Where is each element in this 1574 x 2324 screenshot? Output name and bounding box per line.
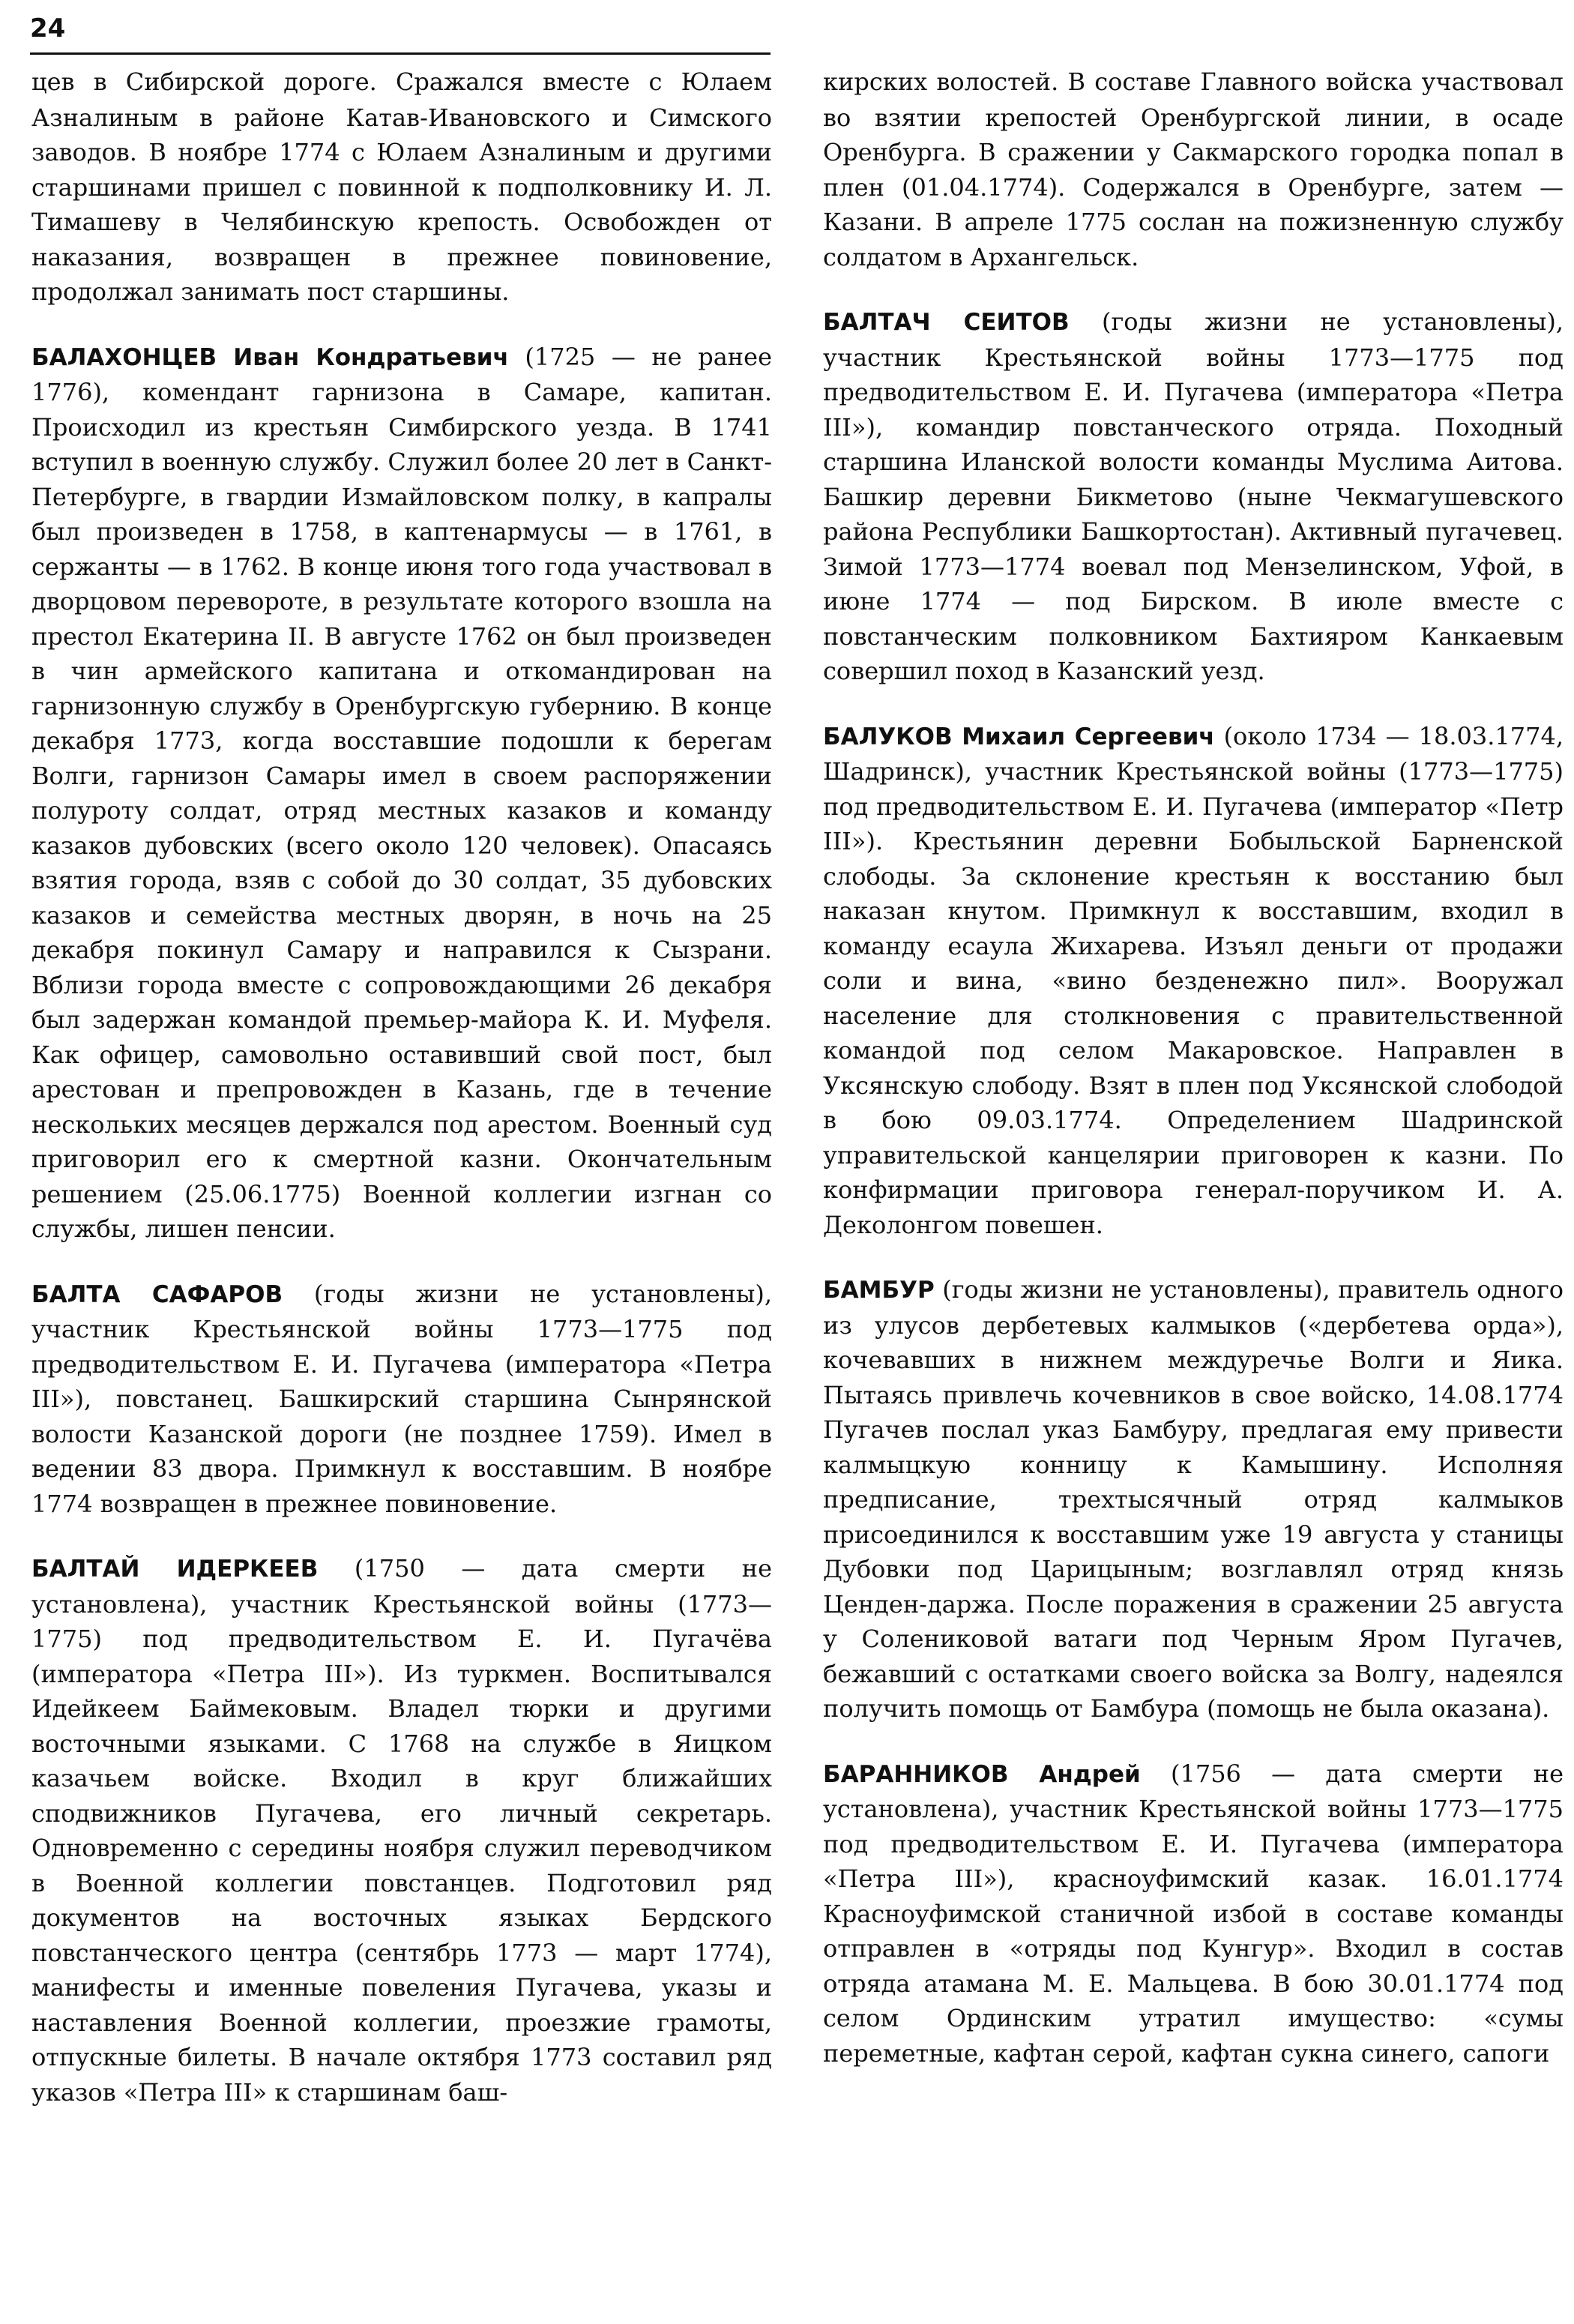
page-number: 24 bbox=[30, 13, 66, 43]
entry-baltai-iderkeev bbox=[31, 1551, 772, 2110]
entry-headword: БАЛТАЧ СЕИТОВ bbox=[823, 309, 1070, 336]
page-header bbox=[30, 10, 771, 55]
entry-text: (годы жизни не установлены), правитель одного из улусов дербетевых калмыков («дербетева орда»), кочевавших в нижнем междуречье Волги и Яика. Пытаясь привлечь кочевников в свое войско, 14.08.1774 Пугачев послал указ Бамбуру, предлагая ему привести калмыцкую конницу к Камышину. Исполняя предписание, трехтысячный отряд калмыков присоединился к восставшим уже 19 августа у станицы Дубовки под Царицыным; возглавлял отряд князь Ценден-даржа. После поражения в сражении 25 августа у Солениковой ватаги под Черным Яром Пугачев, бежавший с остатками своего войска за Волгу, надеялся получить помощь от Бамбура (помощь не была оказана). bbox=[823, 1275, 1564, 1723]
entry-barannikov bbox=[823, 1756, 1564, 2071]
entry-paragraph bbox=[823, 1272, 1564, 1727]
entry-baltach-seitov bbox=[823, 304, 1564, 689]
entry-balakhontsev bbox=[31, 340, 772, 1247]
entry-text: (годы жизни не установлены), участник Крестьянской войны 1773—1775 под предводительством Е. И. Пугачева (императора «Петра III»), повстанец. Башкирский старшина Сынрянской волости Казанской дороги (не позднее 1759). Имел в ведении 83 двора. Примкнул к восставшим. В ноябре 1774 возвращен в прежнее повиновение. bbox=[31, 1279, 772, 1518]
entry-headword: БАМБУР bbox=[823, 1277, 935, 1304]
entry-bambur bbox=[823, 1272, 1564, 1727]
entry-text: (около 1734 — 18.03.1774, Шадринск), участник Крестьянской войны (1773—1775) под предводительством Е. И. Пугачева (император «Петр III»). Крестьянин деревни Бобыльской Барненской слободы. За склонение крестьян к восстанию был наказан кнутом. Примкнул к восставшим, входил в команду есаула Жихарева. Изъял деньги от продажи соли и вина, «вино безденежно пил». Вооружал население для столкновения с правительственной командой под селом Макаровское. Направлен в Уксянскую слободу. Взят в плен под Уксянской слободой в бою 09.03.1774. Определением Шадринской управительской канцелярии приговорен к казни. По конфирмации приговора генерал-поручиком И. А. Деколонгом повешен. bbox=[823, 721, 1564, 1239]
entry-paragraph bbox=[823, 719, 1564, 1243]
entry-continuation bbox=[823, 64, 1564, 274]
entry-balukov bbox=[823, 719, 1564, 1243]
entry-continuation bbox=[31, 64, 772, 310]
left-column bbox=[31, 64, 772, 2306]
entry-paragraph bbox=[823, 304, 1564, 689]
entry-headword: БАРАННИКОВ Андрей bbox=[823, 1760, 1141, 1788]
entry-paragraph bbox=[823, 64, 1564, 274]
entry-headword: БАЛАХОНЦЕВ Иван Кондратьевич bbox=[31, 343, 509, 371]
entry-text: цев в Сибирской дороге. Сражался вместе с Юлаем Азналиным в районе Катав-Ивановского и Симского заводов. В ноябре 1774 с Юлаем Азналиным и другими старшинами пришел с повинной к подполковнику И. Л. Тимашеву в Челябинскую крепость. Освобожден от наказания, возвращен в прежнее повиновение, продолжал занимать пост старшины. bbox=[31, 67, 772, 306]
entry-paragraph bbox=[31, 64, 772, 310]
entry-text: (1750 — дата смерти не установлена), участник Крестьянской войны (1773—1775) под предводительством Е. И. Пугачёва (императора «Петра III»). Из туркмен. Воспитывался Идейкеем Баймековым. Владел тюрки и другими восточными языками. С 1768 на службе в Яицком казачьем войске. Входил в круг ближайших сподвижников Пугачева, его личный секретарь. Одновременно с середины ноября служил переводчиком в Военной коллегии повстанцев. Подготовил ряд документов на восточных языках Бердского повстанческого центра (сентябрь 1773 — март 1774), манифесты и именные повеления Пугачева, указы и наставления Военной коллегии, проезжие грамоты, отпускные билеты. В начале октября 1773 составил ряд указов «Петра III» к старшинам баш- bbox=[31, 1554, 772, 2107]
entry-headword: БАЛТАЙ ИДЕРКЕЕВ bbox=[31, 1556, 319, 1583]
entry-text: (1756 — дата смерти не установлена), участник Крестьянской войны 1773—1775 под предводительством Е. И. Пугачева (императора «Петра III»), красноуфимский казак. 16.01.1774 Красноуфимской станичной избой в составе команды отправлен в «отряды под Кунгур». Входил в состав отряда атамана М. Е. Мальцева. В бою 30.01.1774 под селом Ординским утратил имущество: «сумы переметные, кафтан серой, кафтан сукна синего, сапоги bbox=[823, 1759, 1564, 2068]
entry-text: кирских волостей. В составе Главного войска участвовал во взятии крепостей Оренбургской линии, в осаде Оренбурга. В сражении у Сакмарского городка попал в плен (01.04.1774). Содержался в Оренбурге, затем — Казани. В апреле 1775 сослан на пожизненную службу солдатом в Архангельск. bbox=[823, 67, 1564, 271]
entry-paragraph bbox=[31, 340, 772, 1247]
entry-paragraph bbox=[823, 1756, 1564, 2071]
entry-paragraph bbox=[31, 1551, 772, 2110]
entry-text: (1725 — не ранее 1776), комендант гарнизона в Самаре, капитан. Происходил из крестьян Симбирского уезда. В 1741 вступил в военную службу. Служил более 20 лет в Санкт-Петербурге, в гвардии Измайловском полку, в капралы был произведен в 1758, в каптенармусы — в 1761, в сержанты — в 1762. В конце июня того года участвовал в дворцовом перевороте, в результате которого взошла на престол Екатерина II. В августе 1762 он был произведен в чин армейского капитана и откомандирован на гарнизонную службу в Оренбургскую губернию. В конце декабря 1773, когда восставшие подошли к берегам Волги, гарнизон Самары имел в своем распоряжении полуроту солдат, отряд местных казаков и команду казаков дубовских (всего около 120 человек). Опасаясь взятия города, взяв с собой до 30 солдат, 35 дубовских казаков и семейства местных дворян, в ночь на 25 декабря покинул Самару и направился к Сызрани. Вблизи города вместе с сопровождающими 26 декабря был задержан командой премьер-майора К. И. Муфеля. Как офицер, самовольно оставивший свой пост, был арестован и препровожден в Казань, где в течение нескольких месяцев держался под арестом. Военный суд приговорил его к смертной казни. Окончательным решением (25.06.1775) Военной коллегии изгнан со службы, лишен пенсии. bbox=[31, 342, 772, 1243]
entry-headword: БАЛУКОВ Михаил Сергеевич bbox=[823, 723, 1215, 750]
right-column bbox=[823, 64, 1564, 2306]
entry-text: (годы жизни не установлены), участник Крестьянской войны 1773—1775 под предводительством Е. И. Пугачева (императора «Петра III»), командир повстанческого отряда. Походный старшина Иланской волости команды Муслима Аитова. Башкир деревни Бикметово (ныне Чекмагушевского района Республики Башкортостан). Активный пугачевец. Зимой 1773—1774 воевал под Мензелинском, Уфой, в июне 1774 — под Бирском. В июле вместе с повстанческим полковником Бахтияром Канкаевым совершил поход в Казанский уезд. bbox=[823, 307, 1564, 685]
entry-paragraph bbox=[31, 1277, 772, 1522]
entry-headword: БАЛТА САФАРОВ bbox=[31, 1280, 283, 1308]
entry-balta-safarov bbox=[31, 1277, 772, 1522]
